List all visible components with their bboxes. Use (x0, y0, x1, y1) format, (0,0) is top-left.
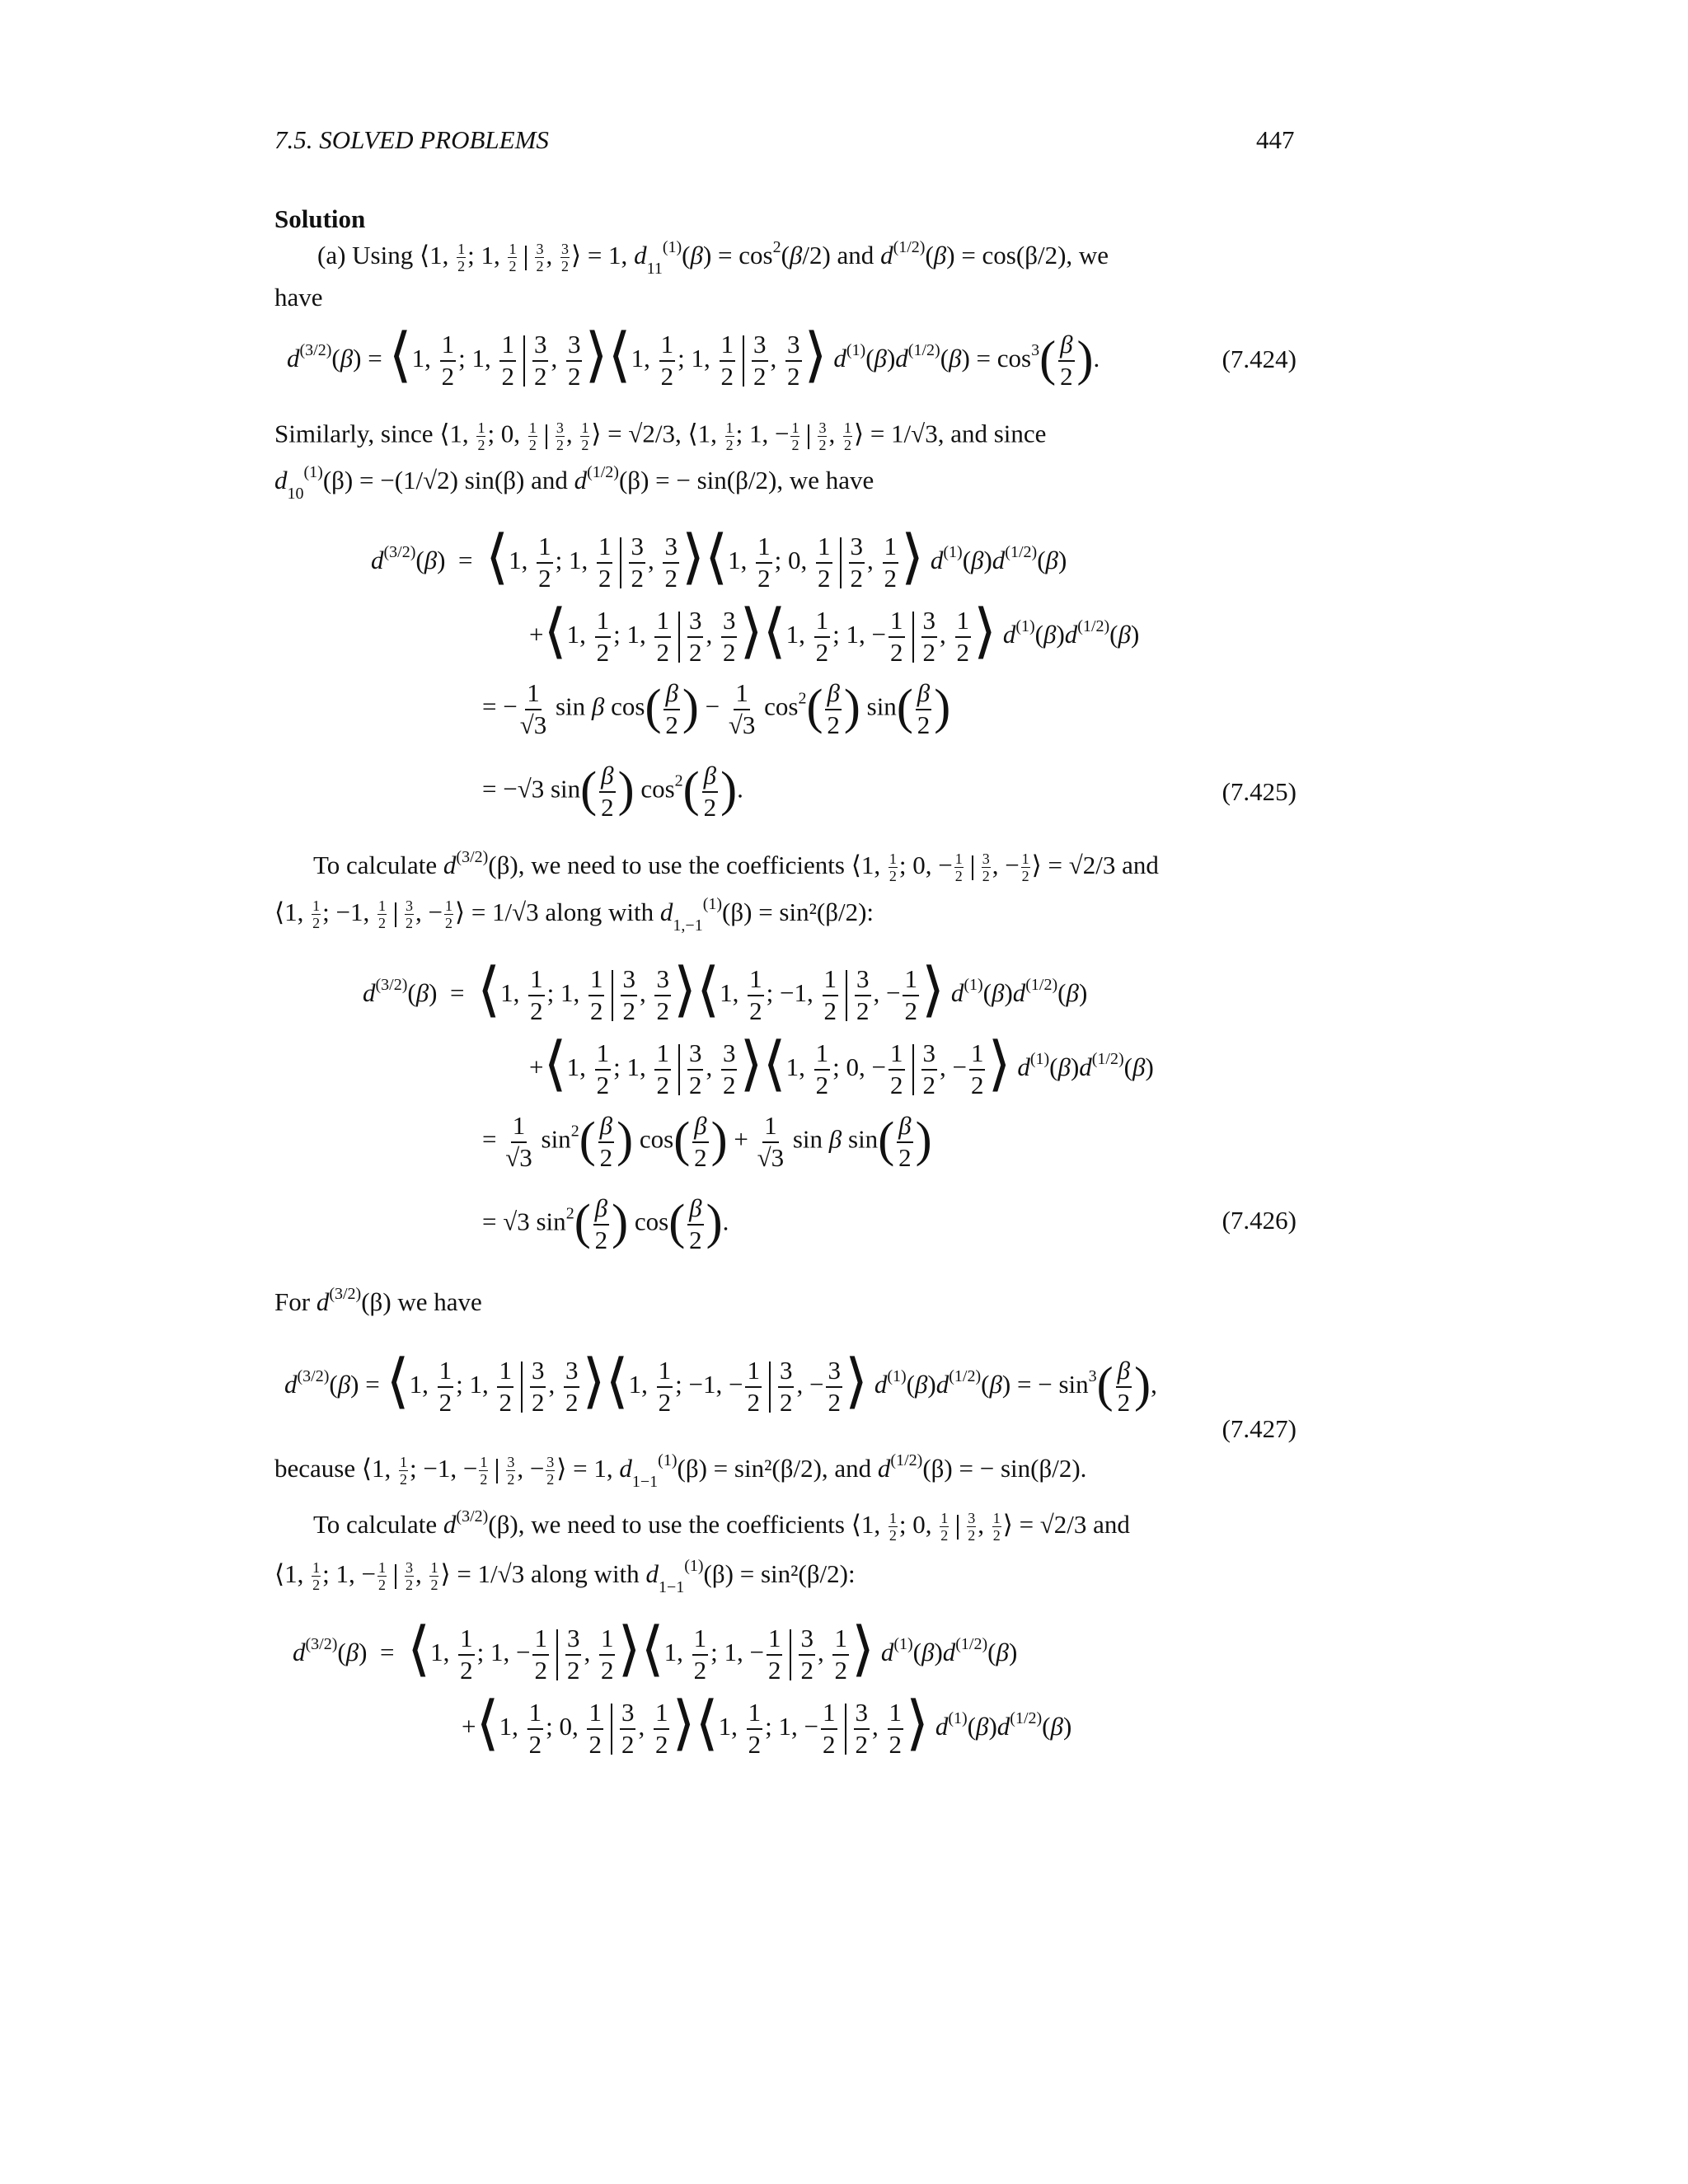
equation-7-425-line1: $d^{(3/2)}(\beta)$ = ⟨1, $\frac{1}{2}$ ; 1, $\frac{1}{2}$ $\frac{3}{2}$ , $\frac{3}{2}$ ⟩⟨1, $\frac{1}{2}$ ; 0, $\frac{1}{2}$ $\frac{3}{2}$ , $\frac{1}{2}$ ⟩ $d^{(1)}(\beta)d^{(1/2)}(\beta)$ (371, 524, 1067, 593)
equation-7-426-line4: = √3 $\sin^2$( $\frac{\beta}{2}$ ) cos( $\frac{\beta}{2}$ ). (482, 1193, 729, 1254)
equation-7-426-line2: +⟨1, $\frac{1}{2}$ ; 1, $\frac{1}{2}$ $\frac{3}{2}$ , $\frac{3}{2}$ ⟩⟨1, $\frac{1}{2}$ ; 0, − $\frac{1}{2}$ $\frac{3}{2}$ , − $\frac{1}{2}$ ⟩ $d^{(1)}(\beta)d^{(1/2)}(\beta)$ (529, 1031, 1154, 1099)
para-because: because ⟨1, $\frac{1}{2}$ ; −1, − $\frac{1}{2}$ $\frac{3}{2}$ , − $\frac{3}{2}$ ⟩ = 1, $d_{1-1}^{(1)}(\beta) = \sin^2(\beta/2)$, and $d^{(1/2)}(\beta)$ = − sin(β/2). (274, 1451, 1087, 1491)
equation-7-426-line1: $d^{(3/2)}(\beta)$ = ⟨1, $\frac{1}{2}$ ; 1, $\frac{1}{2}$ $\frac{3}{2}$ , $\frac{3}{2}$ ⟩⟨1, $\frac{1}{2}$ ; −1, $\frac{1}{2}$ $\frac{3}{2}$ , − $\frac{1}{2}$ ⟩ $d^{(1)}(\beta)d^{(1/2)}(\beta)$ (363, 957, 1088, 1025)
running-header: 7.5. SOLVED PROBLEMS (274, 125, 549, 154)
equation-final-line2: +⟨1, $\frac{1}{2}$ ; 0, $\frac{1}{2}$ $\frac{3}{2}$ , $\frac{1}{2}$ ⟩⟨1, $\frac{1}{2}$ ; 1, − $\frac{1}{2}$ $\frac{3}{2}$ , $\frac{1}{2}$ ⟩ $d^{(1)}(\beta)d^{(1/2)}(\beta)$ (462, 1690, 1072, 1759)
para-calc1-line2: ⟨1, $\frac{1}{2}$ ; −1, $\frac{1}{2}$ $\frac{3}{2}$ , − $\frac{1}{2}$ ⟩ = 1/√3 along with $d_{1,-1}^{(1)}(\beta) = \sin^2(\beta/2)$: (274, 895, 874, 935)
equation-7-426-line3: = $\frac{1}{√3}$ $\sin^2$( $\frac{\beta}{2}$ ) cos( $\frac{\beta}{2}$ ) + $\frac{1}{√3}$ sin β sin( $\frac{\beta}{2}$ ) (482, 1111, 932, 1172)
para-calc1-line1: To calculate $d^{(3/2)}(\beta)$, we need to use the coefficients ⟨1, $\frac{1}{2}$ ; 0, − $\frac{1}{2}$ $\frac{3}{2}$ , − $\frac{1}{2}$ ⟩ = √2/3 and (313, 848, 1159, 885)
para-for: For $d^{(3/2)}(\beta)$ we have (274, 1285, 482, 1316)
para-a-line2: have (274, 283, 323, 312)
equation-7-425-line3: = − $\frac{1}{√3}$ sin β cos( $\frac{\beta}{2}$ ) − $\frac{1}{√3}$ $\cos^2$( $\frac{\beta}{2}$ ) sin( $\frac{\beta}{2}$ ) (482, 678, 951, 739)
solution-heading: Solution (274, 204, 366, 233)
equation-7-425-line4: = −√3 sin( $\frac{\beta}{2}$ ) $\cos^2$( $\frac{\beta}{2}$ ). (482, 761, 743, 822)
para-calc2-line2: ⟨1, $\frac{1}{2}$ ; 1, − $\frac{1}{2}$ $\frac{3}{2}$ , $\frac{1}{2}$ ⟩ = 1/√3 along with $d_{1-1}^{(1)}(\beta) = \sin^2(\beta/2)$: (274, 1557, 856, 1596)
equation-number-7-426: (7.426) (1221, 1206, 1296, 1235)
equation-7-427: $d^{(3/2)}(\beta)$ = ⟨1, $\frac{1}{2}$ ; 1, $\frac{1}{2}$ $\frac{3}{2}$ , $\frac{3}{2}$ ⟩⟨1, $\frac{1}{2}$ ; −1, − $\frac{1}{2}$ $\frac{3}{2}$ , − $\frac{3}{2}$ ⟩ $d^{(1)}(\beta)d^{(1/2)}(\beta)$ = − $\sin^3$( $\frac{\beta}{2}$ ), (284, 1348, 1157, 1417)
equation-number-7-425: (7.425) (1221, 777, 1296, 806)
page-number: 447 (1256, 125, 1295, 154)
equation-final-line1: $d^{(3/2)}(\beta)$ = ⟨1, $\frac{1}{2}$ ; 1, − $\frac{1}{2}$ $\frac{3}{2}$ , $\frac{1}{2}$ ⟩⟨1, $\frac{1}{2}$ ; 1, − $\frac{1}{2}$ $\frac{3}{2}$ , $\frac{1}{2}$ ⟩ $d^{(1)}(\beta)d^{(1/2)}(\beta)$ (293, 1616, 1018, 1685)
para-similarly-line2: $d_{10}^{(1)}(\beta) = -(1/√2)$ sin(β) and $d^{(1/2)}(\beta)$ = − sin(β/2), we have (274, 463, 874, 503)
para-calc2-line1: To calculate $d^{(3/2)}(\beta)$, we need to use the coefficients ⟨1, $\frac{1}{2}$ ; 0, $\frac{1}{2}$ $\frac{3}{2}$ , $\frac{1}{2}$ ⟩ = √2/3 and (313, 1507, 1130, 1544)
equation-number-7-424: (7.424) (1221, 344, 1296, 373)
para-a-line1: (a) Using ⟨1, $\frac{1}{2}$ ; 1, $\frac{1}{2}$ $\frac{3}{2}$ , $\frac{3}{2}$ ⟩ = 1, $d_{11}^{(1)}(\beta) = \cos^2(\beta/2)$ and $d^{(1/2)}(\beta) = \cos(\beta/2)$, we (317, 238, 1109, 278)
equation-7-424: $d^{(3/2)}(\beta)$ = ⟨1, $\frac{1}{2}$ ; 1, $\frac{1}{2}$ $\frac{3}{2}$ , $\frac{3}{2}$ ⟩⟨1, $\frac{1}{2}$ ; 1, $\frac{1}{2}$ $\frac{3}{2}$ , $\frac{3}{2}$ ⟩ $d^{(1)}(\beta)d^{(1/2)}(\beta) = \cos^3$( $\frac{\beta}{2}$ ). (287, 322, 1100, 391)
equation-7-425-line2: +⟨1, $\frac{1}{2}$ ; 1, $\frac{1}{2}$ $\frac{3}{2}$ , $\frac{3}{2}$ ⟩⟨1, $\frac{1}{2}$ ; 1, − $\frac{1}{2}$ $\frac{3}{2}$ , $\frac{1}{2}$ ⟩ $d^{(1)}(\beta)d^{(1/2)}(\beta)$ (529, 598, 1140, 667)
equation-number-7-427: (7.427) (1221, 1414, 1296, 1443)
para-similarly-line1: Similarly, since ⟨1, $\frac{1}{2}$ ; 0, $\frac{1}{2}$ $\frac{3}{2}$ , $\frac{1}{2}$ ⟩ = √2/3, ⟨1, $\frac{1}{2}$ ; 1, − $\frac{1}{2}$ $\frac{3}{2}$ , $\frac{1}{2}$ ⟩ = 1/√3, and since (274, 419, 1047, 453)
